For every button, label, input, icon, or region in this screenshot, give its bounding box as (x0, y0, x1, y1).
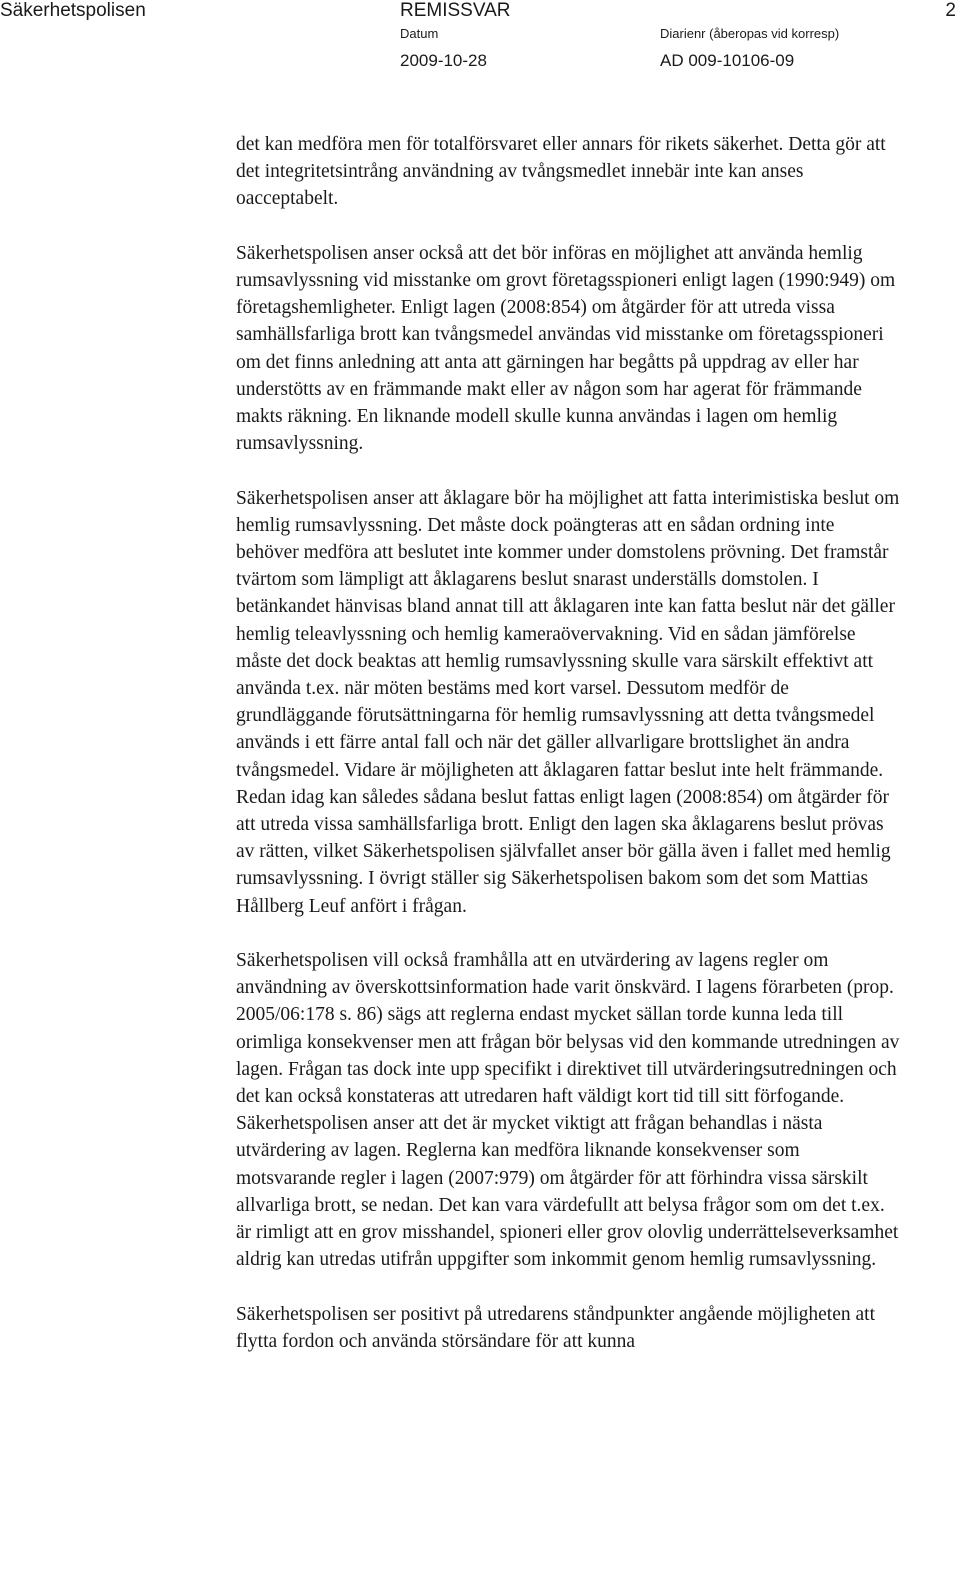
paragraph-1: det kan medföra men för totalförsvaret eller annars för rikets säkerhet. Detta gör att det integritetsintrång användning av tvångsmedlet innebär inte kan anses oacceptabelt. (236, 134, 886, 210)
diary-number-value: AD 009-10106-09 (660, 51, 795, 70)
paragraph-4: Säkerhetspolisen vill också framhålla att en utvärdering av lagens regler om användning av överskottsinformation hade varit önskvärd. I lagens förarbeten (prop. 2005/06:178 s. 86) sägs att reglerna endast mycket sällan torde kunna leda till orimliga konsekvenser men att frågan bör belysas vid den kommande utredningen av lagen. Frågan tas dock inte upp specifikt i direktivet till utvärderingsutredningen och det kan också konstateras att utredaren haft väldigt kort tid till sitt förfogande. Säkerhetspolisen anser att det är mycket viktigt att frågan behandlas i nästa utvärdering av lagen. Reglerna kan medföra liknande konsekvenser som motsvarande regler i lagen (2007:979) om åtgärder för att förhindra vissa särskilt allvarliga brott, se nedan. Det kan vara värdefullt att belysa frågor som om det t.ex. är rimligt att en grov misshandel, spioneri eller grov olovlig underrättelseverksamhet aldrig kan utredas utifrån uppgifter som inkommit genom hemlig rumsavlyssning. (236, 950, 900, 1271)
date-label: Datum (400, 26, 439, 41)
paragraph-3: Säkerhetspolisen anser att åklagare bör ha möjlighet att fatta interimistiska beslut om hemlig rumsavlyssning. Det måste dock poängteras att en sådan ordning inte behöver medföra att beslutet inte kommer under domstolens prövning. Det framstår tvärtom som lämpligt att åklagarens beslut snarast underställs domstolen. I betänkandet hänvisas bland annat till att åklagaren inte kan fatta beslut när det gäller hemlig teleavlyssning och hemlig kameraövervakning. Vid en sådan jämförelse måste det dock beaktas att hemlig rumsavlyssning skulle vara särskilt effektivt att använda t.ex. när möten bestäms med kort varsel. Dessutom medför de grundläggande förutsättningarna för hemlig rumsavlyssning att detta tvångsmedel används i ett färre antal fall och när det gäller allvarligare brottslighet än andra tvångsmedel. Vidare är möjligheten att åklagaren fattar beslut inte helt främmande. Redan idag kan således sådana beslut fattas enligt lagen (2008:854) om åtgärder för att utreda vissa samhällsfarliga brott. Enligt den lagen ska åklagarens beslut prövas av rätten, vilket Säkerhetspolisen självfallet anser bör gälla även i fallet med hemlig rumsavlyssning. I övrigt ställer sig Säkerhetspolisen bakom som det som Mattias Hållberg Leuf anfört i frågan. (236, 487, 900, 917)
organization-name: Säkerhetspolisen (0, 0, 146, 21)
date-value: 2009-10-28 (400, 51, 487, 70)
document-body (236, 131, 900, 1382)
diary-number-label: Diarienr (åberopas vid korresp) (660, 26, 840, 41)
document-header (0, 0, 960, 80)
document-type: REMISSVAR (400, 0, 511, 21)
paragraph-5: Säkerhetspolisen ser positivt på utredarens ståndpunkter angående möjligheten att flytta fordon och använda störsändare för att kunna (236, 1303, 875, 1352)
page-number: 2 (945, 0, 956, 21)
paragraph-2: Säkerhetspolisen anser också att det bör införas en möjlighet att använda hemlig rumsavlyssning vid misstanke om grovt företagsspioneri enligt lagen (1990:949) om företagshemligheter. Enligt lagen (2008:854) om åtgärder för att utreda vissa samhällsfarliga brott kan tvångsmedel användas vid misstanke om företagsspioneri om det finns anledning att anta att gärningen har begåtts på uppdrag av eller har understötts av en främmande makt eller av någon som har agerat för främmande makts räkning. En liknande modell skulle kunna användas i lagen om hemlig rumsavlyssning. (236, 242, 896, 455)
